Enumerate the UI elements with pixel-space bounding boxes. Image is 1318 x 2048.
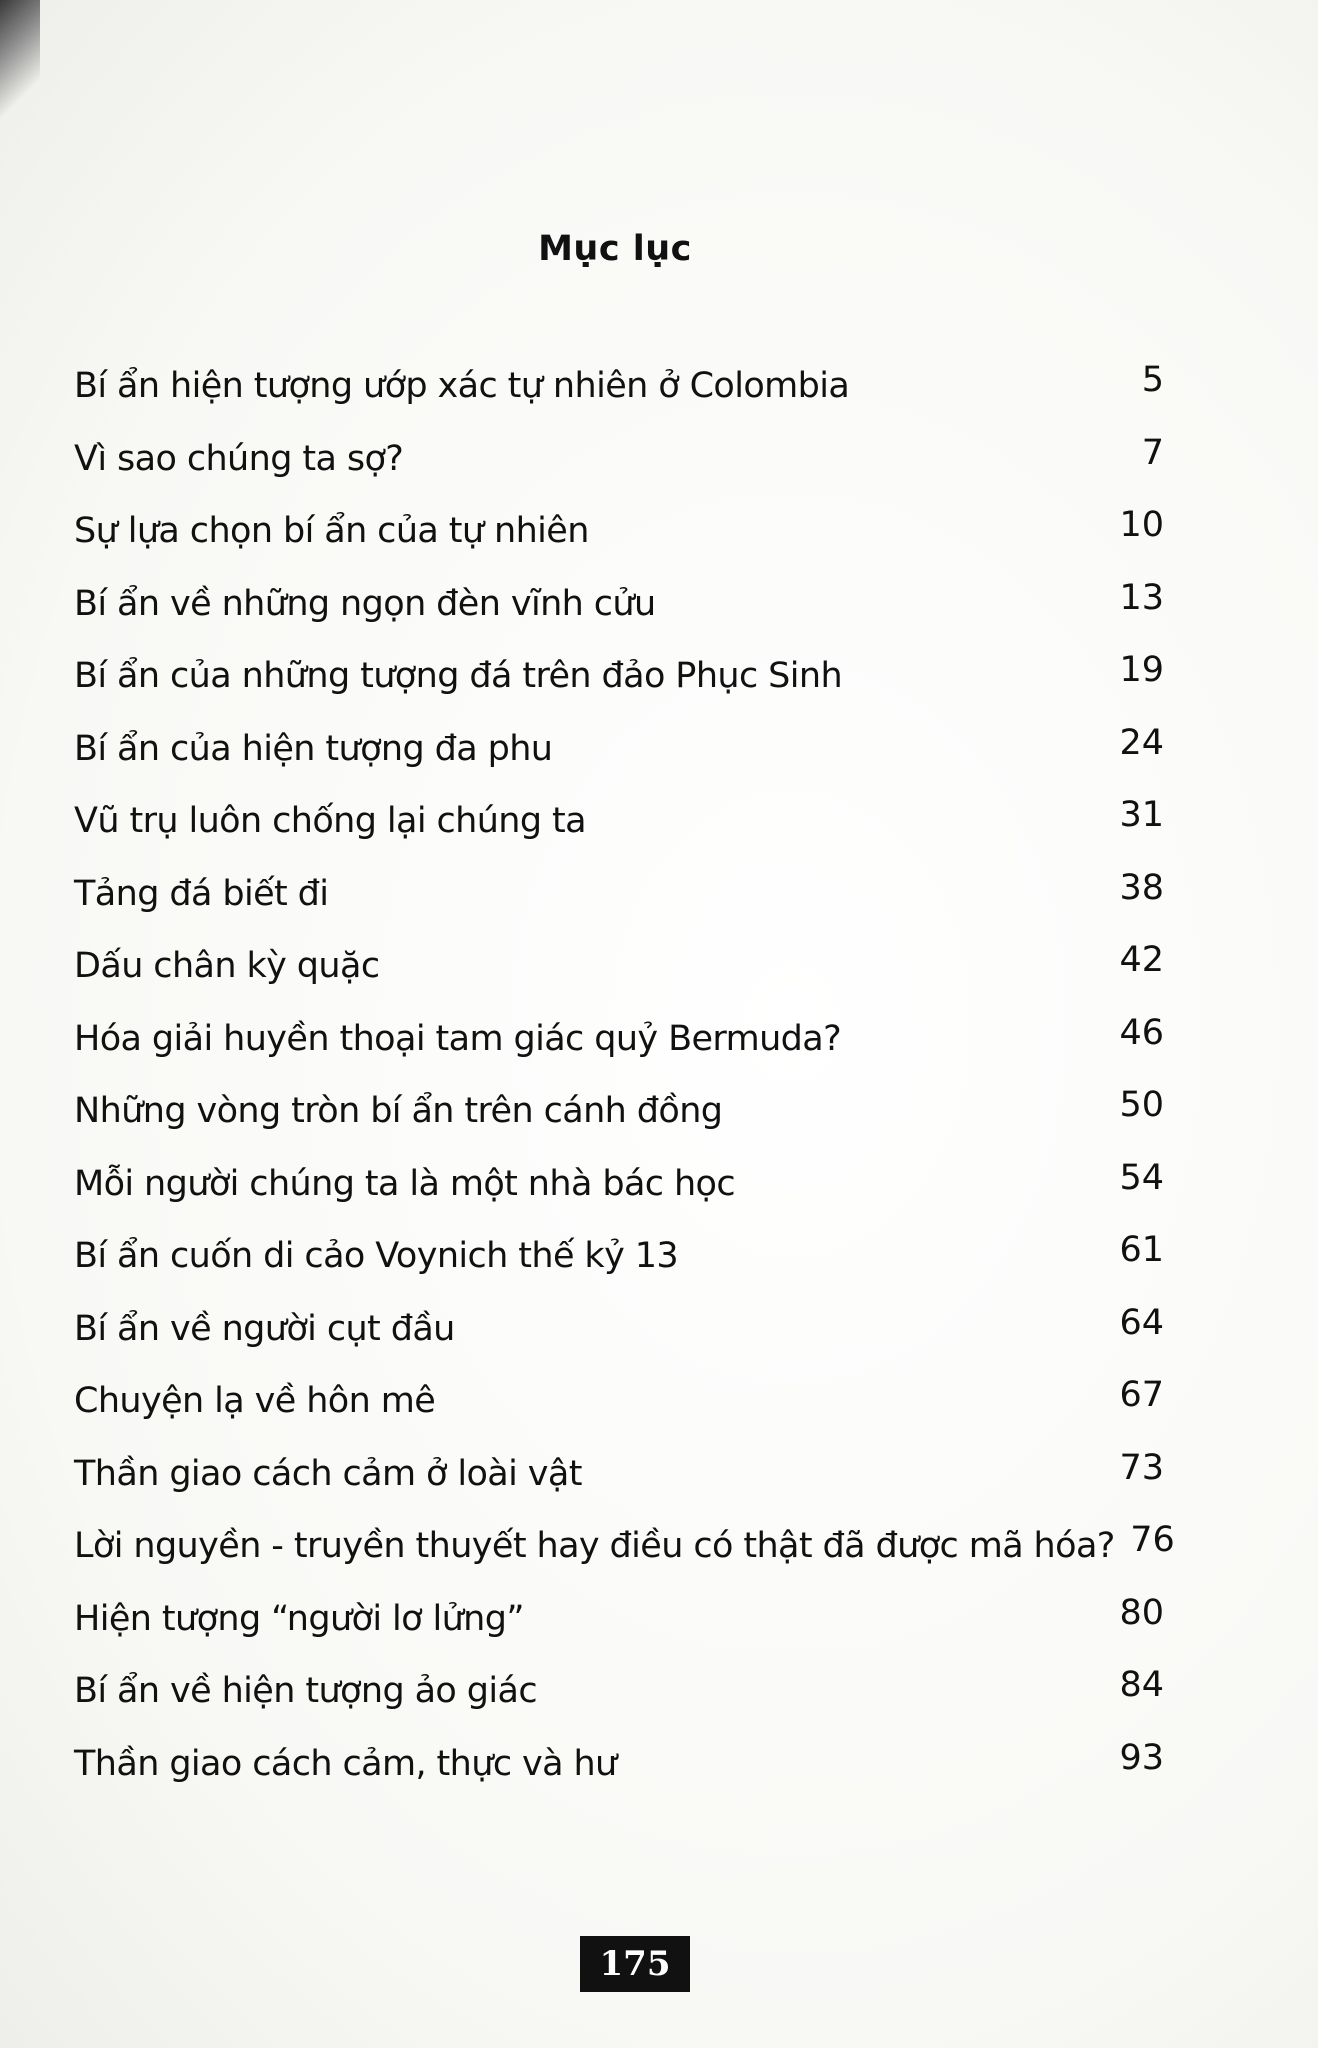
toc-entry-page: 93 [1119, 1737, 1164, 1778]
toc-entry-title: Mỗi người chúng ta là một nhà bác học [74, 1163, 736, 1204]
toc-entry-title: Hiện tượng “người lơ lửng” [74, 1598, 524, 1639]
toc-entry-page: 64 [1119, 1302, 1164, 1343]
toc-entry-page: 5 [1141, 360, 1164, 401]
toc-entry-title: Bí ẩn của những tượng đá trên đảo Phục Sinh [74, 656, 843, 697]
toc-entry [74, 1365, 1164, 1438]
toc-entry-page: 73 [1119, 1447, 1164, 1488]
toc-entry-title: Tảng đá biết đi [74, 873, 329, 914]
toc-heading: Mục lục [538, 229, 692, 270]
toc-entry [74, 1510, 1175, 1583]
toc-entry [74, 1148, 1164, 1221]
toc-entry [74, 1438, 1164, 1511]
toc-entry [74, 858, 1164, 931]
toc-entry-title: Thần giao cách cảm, thực và hư [74, 1743, 617, 1784]
toc-entry-page: 50 [1119, 1085, 1164, 1126]
toc-entry [74, 1003, 1164, 1076]
toc-entry-page: 19 [1119, 650, 1164, 691]
toc-entry-title: Lời nguyền - truyền thuyết hay điều có thật đã được mã hóa? [74, 1526, 1115, 1567]
toc-entry [74, 1728, 1164, 1801]
toc-entry [74, 713, 1164, 786]
toc-entry-title: Bí ẩn về hiện tượng ảo giác [74, 1671, 537, 1712]
toc-entry-title: Vì sao chúng ta sợ? [74, 438, 404, 479]
toc-entry [74, 495, 1164, 568]
toc-entry-page: 84 [1119, 1665, 1164, 1706]
toc-entry-page: 80 [1119, 1592, 1164, 1633]
toc-entry-title: Bí ẩn về người cụt đầu [74, 1308, 455, 1349]
toc-entry [74, 930, 1164, 1003]
table-of-contents [74, 350, 1175, 1800]
toc-entry-title: Chuyện lạ về hôn mê [74, 1381, 436, 1422]
toc-entry-title: Bí ẩn của hiện tượng đa phu [74, 728, 553, 769]
toc-entry-title: Sự lựa chọn bí ẩn của tự nhiên [74, 511, 589, 552]
toc-entry-title: Những vòng tròn bí ẩn trên cánh đồng [74, 1091, 723, 1132]
toc-entry-page: 7 [1141, 432, 1164, 473]
toc-entry-title: Dấu chân kỳ quặc [74, 946, 380, 987]
toc-entry-title: Bí ẩn hiện tượng ướp xác tự nhiên ở Colombia [74, 366, 850, 407]
toc-entry-page: 38 [1119, 867, 1164, 908]
toc-entry [74, 785, 1164, 858]
toc-entry [74, 568, 1164, 641]
toc-entry-page: 42 [1119, 940, 1164, 981]
toc-entry [74, 640, 1164, 713]
toc-entry-page: 13 [1119, 577, 1164, 618]
toc-entry-page: 67 [1119, 1375, 1164, 1416]
toc-entry-page: 46 [1119, 1012, 1164, 1053]
toc-entry-page: 24 [1119, 722, 1164, 763]
toc-entry [74, 1293, 1164, 1366]
toc-entry-title: Bí ẩn cuốn di cảo Voynich thế kỷ 13 [74, 1236, 679, 1277]
toc-entry [74, 350, 1164, 423]
page-number: 175 [580, 1936, 690, 1992]
toc-entry-title: Thần giao cách cảm ở loài vật [74, 1453, 582, 1494]
toc-entry [74, 1655, 1164, 1728]
toc-entry-page: 54 [1119, 1157, 1164, 1198]
toc-entry-page: 61 [1119, 1230, 1164, 1271]
toc-entry-title: Hóa giải huyền thoại tam giác quỷ Bermuda? [74, 1018, 842, 1059]
toc-entry-page: 31 [1119, 795, 1164, 836]
toc-entry-title: Vũ trụ luôn chống lại chúng ta [74, 801, 586, 842]
page-corner-shadow [0, 0, 40, 120]
toc-entry [74, 1075, 1164, 1148]
toc-entry [74, 1220, 1164, 1293]
toc-entry-title: Bí ẩn về những ngọn đèn vĩnh cửu [74, 583, 656, 624]
toc-entry-page: 76 [1130, 1520, 1175, 1561]
toc-entry-page: 10 [1119, 505, 1164, 546]
toc-entry [74, 423, 1164, 496]
toc-entry [74, 1583, 1164, 1656]
